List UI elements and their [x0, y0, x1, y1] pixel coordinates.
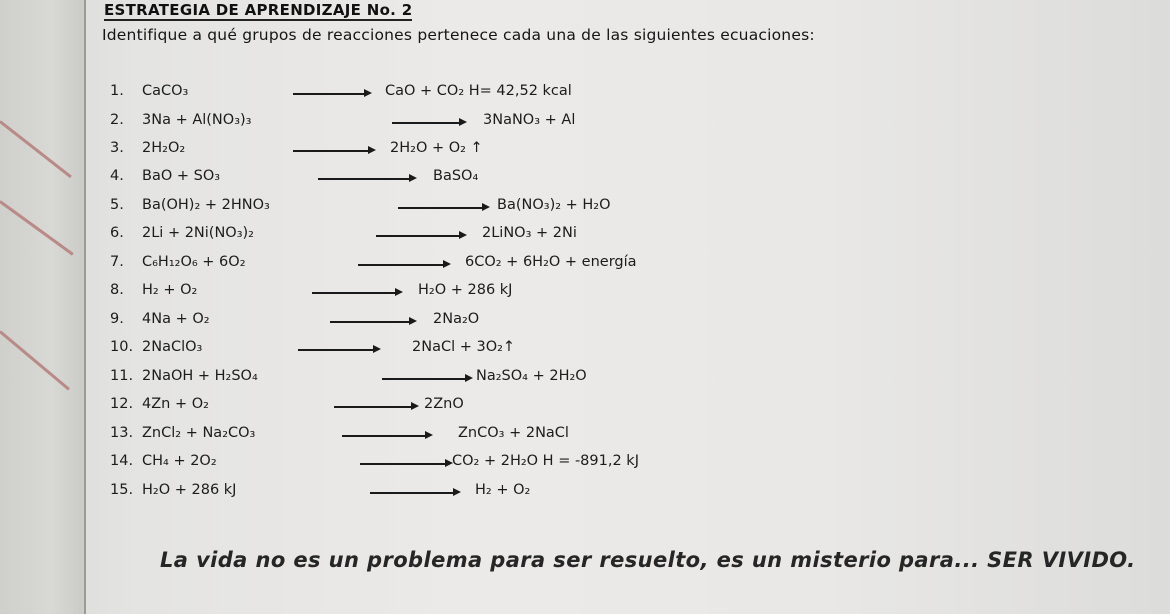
products: ZnCO₃ + 2NaCl — [458, 425, 569, 441]
products: CaO + CO₂ H= 42,52 kcal — [385, 83, 572, 99]
equation-number: 3. — [110, 140, 124, 156]
products: 2NaCl + 3O₂↑ — [412, 339, 516, 355]
equation-row — [0, 453, 1170, 475]
products: BaSO₄ — [433, 168, 479, 184]
products: 2Na₂O — [433, 311, 480, 327]
equation-number: 1. — [110, 83, 124, 99]
equation-row — [0, 225, 1170, 247]
equation-number: 9. — [110, 311, 124, 327]
reactants: CH₄ + 2O₂ — [142, 453, 217, 469]
products: 2H₂O + O₂ ↑ — [390, 140, 483, 156]
reaction-arrow — [312, 292, 396, 294]
equation-number: 12. — [110, 396, 134, 412]
equation-row — [0, 425, 1170, 447]
reactants: 2H₂O₂ — [142, 140, 186, 156]
products: 2LiNO₃ + 2Ni — [482, 225, 577, 241]
reactants: C₆H₁₂O₆ + 6O₂ — [142, 254, 246, 270]
reactants: 3Na + Al(NO₃)₃ — [142, 112, 252, 128]
equation-row — [0, 140, 1170, 162]
reactants: H₂O + 286 kJ — [142, 482, 237, 498]
equation-number: 15. — [110, 482, 134, 498]
reactants: 2NaOH + H₂SO₄ — [142, 368, 258, 384]
reaction-arrow — [293, 150, 369, 152]
reactants: 2Li + 2Ni(NO₃)₂ — [142, 225, 254, 241]
reactants: CaCO₃ — [142, 83, 189, 99]
equation-row — [0, 112, 1170, 134]
products: 2ZnO — [424, 396, 464, 412]
reaction-arrow — [360, 463, 446, 465]
reaction-arrow — [392, 122, 460, 124]
equation-number: 11. — [110, 368, 134, 384]
equation-row — [0, 254, 1170, 276]
equation-number: 10. — [110, 339, 134, 355]
reactants: Ba(OH)₂ + 2HNO₃ — [142, 197, 270, 213]
reactants: 4Zn + O₂ — [142, 396, 209, 412]
products: H₂ + O₂ — [475, 482, 531, 498]
reaction-arrow — [318, 178, 410, 180]
equation-number: 8. — [110, 282, 124, 298]
equation-row — [0, 339, 1170, 361]
reactants: 4Na + O₂ — [142, 311, 210, 327]
reactants: ZnCl₂ + Na₂CO₃ — [142, 425, 256, 441]
motto: La vida no es un problema para ser resuelto, es un misterio para... SER VIVIDO. — [160, 548, 1136, 572]
equation-row — [0, 83, 1170, 105]
products: 3NaNO₃ + Al — [483, 112, 576, 128]
products: Ba(NO₃)₂ + H₂O — [497, 197, 611, 213]
equation-number: 5. — [110, 197, 124, 213]
reaction-arrow — [382, 378, 466, 380]
equation-row — [0, 396, 1170, 418]
equation-row — [0, 368, 1170, 390]
equation-number: 7. — [110, 254, 124, 270]
reaction-arrow — [370, 492, 454, 494]
reactants: H₂ + O₂ — [142, 282, 198, 298]
equation-number: 14. — [110, 453, 134, 469]
equation-row — [0, 197, 1170, 219]
reaction-arrow — [330, 321, 410, 323]
equation-number: 2. — [110, 112, 124, 128]
reaction-arrow — [334, 406, 412, 408]
reaction-arrow — [293, 93, 365, 95]
reaction-arrow — [342, 435, 426, 437]
equation-row — [0, 311, 1170, 333]
reaction-arrow — [376, 235, 460, 237]
products: CO₂ + 2H₂O H = -891,2 kJ — [452, 453, 639, 469]
reaction-arrow — [398, 207, 483, 209]
equation-row — [0, 482, 1170, 504]
equation-row — [0, 282, 1170, 304]
products: 6CO₂ + 6H₂O + energía — [465, 254, 637, 270]
products: H₂O + 286 kJ — [418, 282, 513, 298]
reaction-arrow — [358, 264, 444, 266]
products: Na₂SO₄ + 2H₂O — [476, 368, 587, 384]
equation-row — [0, 168, 1170, 190]
reactants: 2NaClO₃ — [142, 339, 203, 355]
equation-number: 6. — [110, 225, 124, 241]
reaction-arrow — [298, 349, 374, 351]
reactants: BaO + SO₃ — [142, 168, 221, 184]
heading: ESTRATEGIA DE APRENDIZAJE No. 2 — [104, 1, 413, 19]
equation-number: 4. — [110, 168, 124, 184]
equation-number: 13. — [110, 425, 134, 441]
instruction: Identifique a qué grupos de reacciones pertenece cada una de las siguientes ecuaciones: — [102, 26, 815, 44]
